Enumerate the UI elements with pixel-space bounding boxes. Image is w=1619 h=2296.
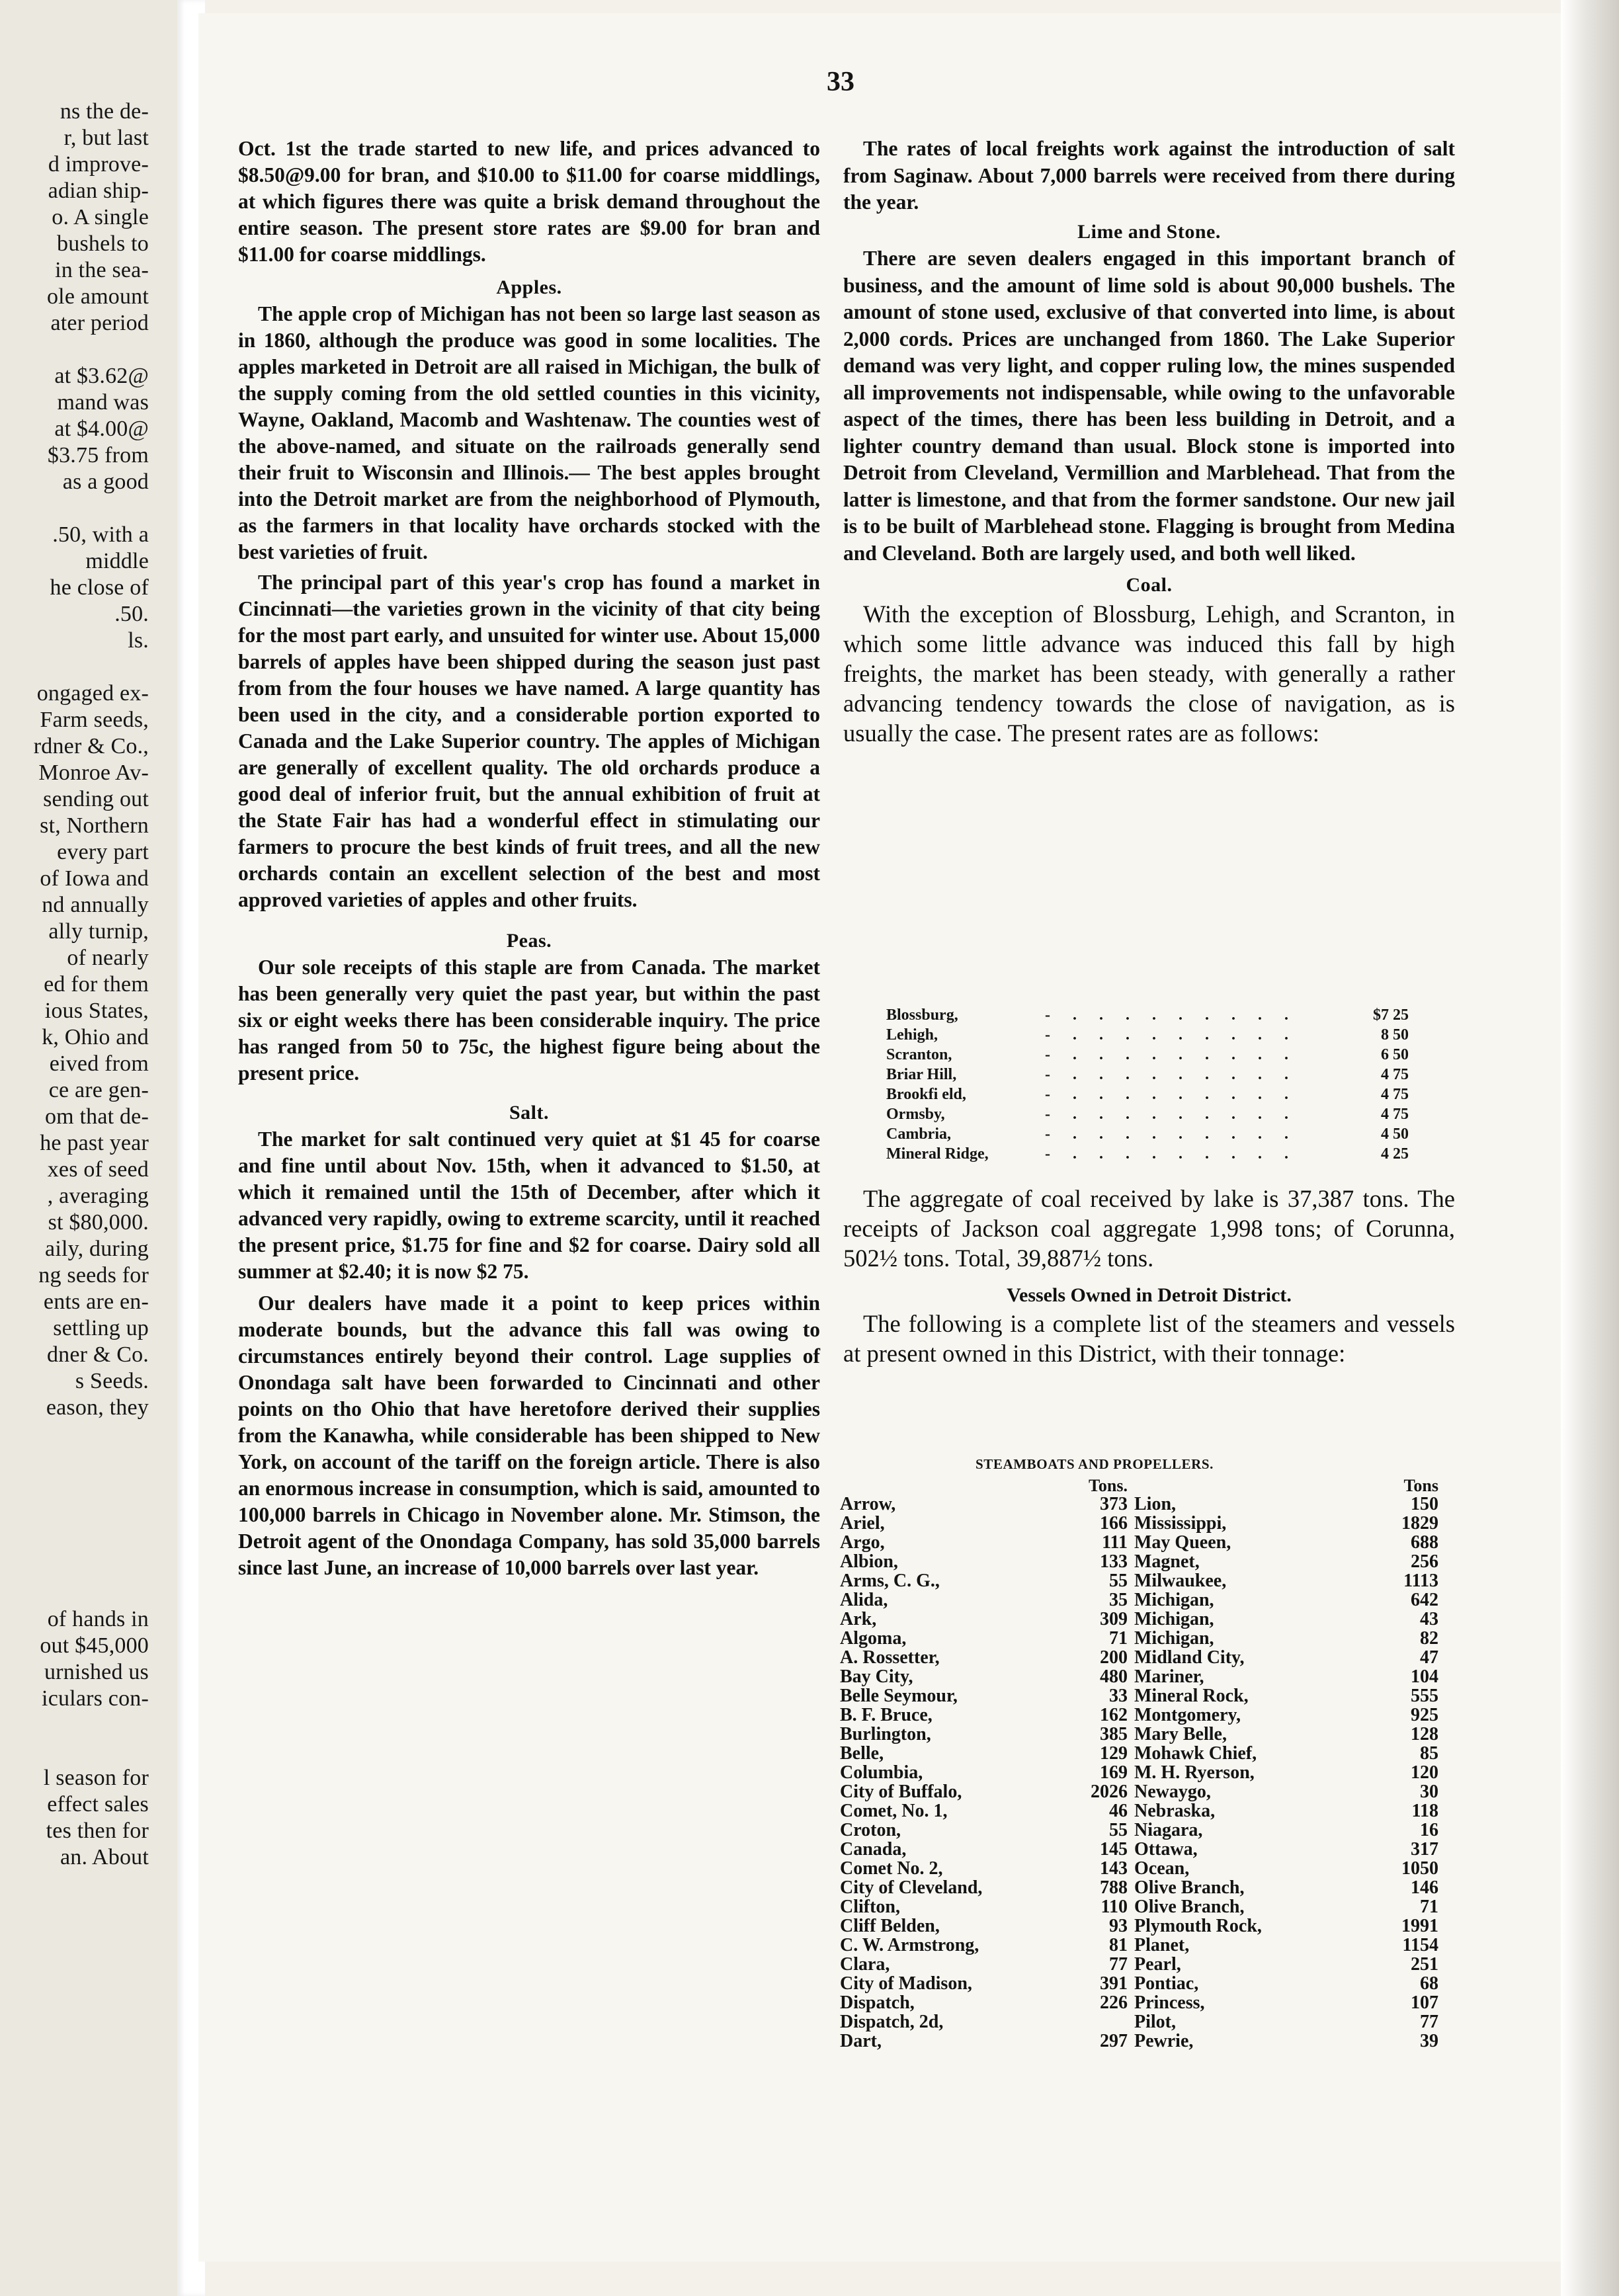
vessel-row (1134, 1763, 1438, 1782)
vessel-row (1134, 1916, 1438, 1936)
vessel-tonnage: 1991 (1401, 1916, 1438, 1936)
coal-price: 6 50 (1381, 1046, 1409, 1063)
vessels-paragraph: The following is a complete list of the steamers and vessels at present owned in this District, with their tonnage: (843, 1310, 1455, 1367)
previous-page-line: an. About (60, 1845, 149, 1869)
vessel-name: Argo, (840, 1532, 885, 1553)
previous-page-line: in the sea- (55, 258, 149, 282)
previous-page-line: out $45,000 (40, 1633, 149, 1658)
vessel-row (840, 1916, 1128, 1936)
previous-page-line: $3.75 from (47, 443, 149, 468)
previous-page-line: he past year (40, 1131, 149, 1155)
vessel-name: Dispatch, 2d, (840, 2012, 944, 2032)
vessel-row (840, 2012, 1128, 2031)
vessel-row (840, 1993, 1128, 2012)
previous-page-line: mand was (57, 390, 149, 415)
vessel-row (1134, 1725, 1438, 1744)
apples-paragraph-1: The apple crop of Michigan has not been so large last season as in 1860, although the produce was good in some localities. The apples marketed in Detroit are all raised in Michigan, the bulk of the supply coming from the old settled counties in this vicinity, Wayne, Oakland, Macomb and Washtenaw. The counties west of the above-named, and situate on the railroads generally send their fruit to Wisconsin and Illinois.— The best apples brought into the Detroit market are from the neighborhood of Plymouth, as the farmers in that locality have orchards stocked with the best varieties of fruit. (238, 302, 820, 563)
vessel-name: Algoma, (840, 1628, 907, 1649)
vessel-row (1134, 1821, 1438, 1840)
vessel-row (840, 1974, 1128, 1993)
previous-page-line: om that de- (44, 1104, 149, 1129)
vessel-row (840, 1610, 1128, 1629)
vessel-row (1134, 1974, 1438, 1993)
vessel-tonnage: 146 (1411, 1877, 1438, 1898)
vessel-tonnage: 688 (1411, 1532, 1438, 1553)
vessel-tonnage: 162 (1100, 1705, 1128, 1725)
vessel-row (1134, 1686, 1438, 1705)
leader-dots: - . . . . . . . . . (1045, 1066, 1298, 1083)
vessel-row (840, 1801, 1128, 1821)
vessel-tonnage: 46 (1109, 1801, 1128, 1821)
lime-stone-heading: Lime and Stone. (1077, 220, 1221, 243)
previous-page-line: effect sales (47, 1792, 149, 1817)
vessel-tonnage: 925 (1411, 1705, 1438, 1725)
vessel-tonnage: 118 (1411, 1801, 1438, 1821)
vessel-name: Alida, (840, 1590, 888, 1610)
vessel-name: City of Cleveland, (840, 1877, 983, 1898)
vessel-row (840, 1590, 1128, 1610)
vessel-name: City of Madison, (840, 1973, 972, 1994)
coal-heading: Coal. (1126, 574, 1173, 596)
previous-page-line: l season for (43, 1766, 149, 1790)
vessel-tonnage: 68 (1420, 1973, 1438, 1994)
salt-paragraph-1: The market for salt continued very quiet at $1 45 for coarse and fine until about Nov. 15th, when it advanced to $1.50, at which it remained until the 15th of December, after which it advanced very rapidly, owing to extreme scarcity, until it reached the present price, $1.75 for fine and $2 for coarse. Dairy sold all summer at $2.40; it is now $2 75. (238, 1128, 820, 1283)
vessel-row (840, 1955, 1128, 1974)
vessel-name: Mary Belle, (1134, 1724, 1227, 1744)
previous-page-line: st $80,000. (48, 1210, 149, 1235)
vessel-row (1134, 2031, 1438, 2051)
vessel-name: Ark, (840, 1609, 877, 1629)
coal-price: 4 50 (1381, 1126, 1409, 1143)
vessel-tonnage: 35 (1109, 1590, 1128, 1610)
previous-page-line: eason, they (46, 1395, 149, 1420)
previous-page-margin (0, 0, 179, 2296)
vessel-tonnage: 55 (1109, 1571, 1128, 1591)
previous-page-line: r, but last (63, 126, 149, 150)
coal-rate-row (886, 1104, 1409, 1124)
previous-page-line: nd annually (42, 893, 149, 917)
vessel-name: A. Rossetter, (840, 1647, 940, 1668)
previous-page-line: adian ship- (48, 179, 149, 203)
leader-dots: - . . . . . . . . . (1045, 1106, 1298, 1123)
vessel-tonnage: 555 (1411, 1686, 1438, 1706)
vessel-name: Ottawa, (1134, 1839, 1198, 1860)
leader-dots: - . . . . . . . . . (1045, 1026, 1298, 1044)
vessel-name: Dispatch, (840, 1992, 915, 2013)
vessel-row (840, 1782, 1128, 1801)
vessel-tonnage: 2026 (1091, 1782, 1128, 1802)
coal-price: 8 50 (1381, 1026, 1409, 1044)
vessel-row (840, 1821, 1128, 1840)
vessel-name: Magnet, (1134, 1551, 1200, 1572)
vessel-name: Ocean, (1134, 1858, 1190, 1879)
vessel-tonnage: 1113 (1403, 1571, 1438, 1591)
apples-paragraph-2: The principal part of this year's crop has found a market in Cincinnati—the varieties grown in the vicinity of that city being for the most part early, and unsuited for winter use. About 15,000 barrels of apples have been shipped during the season just past from from the four houses we have named. A large quantity has been used in the city, and a considerable portion exported to Canada and the Lake Superior country. The apples of Michigan are generally of excellent quality. The old orchards produce a good deal of inferior fruit, but the annual exhibition of fruit at the State Fair has had a wonderful effect in stimulating our farmers to procure the best kinds of fruit trees, and all the new orchards contain an excellent selection of the best and most approved varieties of apples and other fruits. (238, 571, 820, 911)
coal-rates-table (886, 1005, 1409, 1164)
coal-type: Lehigh, (886, 1026, 938, 1044)
salt-paragraph-2: Our dealers have made it a point to keep prices within moderate bounds, but the advance this fall was owing to circumstances entirely beyond their control. Lage supplies of Onondaga salt have been forwarded to Cincinnati and other points on tho Ohio that have heretofore derived their supplies from the Kanawha, while considerable has been shipped to New York, on account of the tariff on the foreign article. There is also an enormous increase in consumption, which is said, amounted to 100,000 barrels in Chicago in November alone. Mr. Stimson, the Detroit agent of the Onondaga Company, has sold 35,000 barrels since last June, an increase of 10,000 barrels over last year. (238, 1292, 820, 1579)
coal-rate-row (886, 1085, 1409, 1104)
vessel-tonnage: 226 (1100, 1992, 1128, 2013)
previous-page-line: ents are en- (43, 1290, 149, 1314)
vessel-row (840, 1725, 1128, 1744)
vessel-tonnage: 128 (1411, 1724, 1438, 1744)
coal-type: Brookfi eld, (886, 1086, 966, 1103)
vessel-name: Dart, (840, 2031, 882, 2051)
previous-page-line: ongaged ex- (36, 681, 149, 706)
vessel-row (840, 1667, 1128, 1686)
vessels-list-left (840, 1476, 1128, 2051)
vessel-row (1134, 1667, 1438, 1686)
vessel-tonnage: 143 (1100, 1858, 1128, 1879)
vessel-name: Arrow, (840, 1494, 896, 1514)
vessel-row (1134, 1878, 1438, 1897)
right-column-lower (843, 1184, 1455, 1368)
page-right-edge (1561, 0, 1619, 2296)
vessel-name: Olive Branch, (1134, 1897, 1245, 1917)
vessel-name: Cliff Belden, (840, 1916, 940, 1936)
previous-page-line: ls. (128, 628, 149, 653)
vessel-row (840, 1629, 1128, 1648)
vessel-row (840, 1495, 1128, 1514)
coal-price: 4 75 (1381, 1106, 1409, 1123)
vessel-name: Clifton, (840, 1897, 900, 1917)
vessel-row (1134, 1590, 1438, 1610)
previous-page-line: s Seeds. (75, 1369, 149, 1393)
vessel-name: Olive Branch, (1134, 1877, 1245, 1898)
apples-heading: Apples. (496, 276, 562, 298)
coal-rate-row (886, 1144, 1409, 1164)
coal-paragraph-2: The aggregate of coal received by lake is 37,387 tons. The receipts of Jackson coal aggregate 1,998 tons; of Corunna, 502½ tons. Total, 39,887½ tons. (843, 1185, 1455, 1272)
coal-rate-row (886, 1124, 1409, 1144)
vessel-name: Michigan, (1134, 1628, 1214, 1649)
previous-page-line: .50, with a (52, 522, 149, 547)
previous-page-line: settling up (53, 1316, 149, 1340)
vessel-name: Canada, (840, 1839, 907, 1860)
coal-price: 4 25 (1381, 1145, 1409, 1163)
previous-page-line: k, Ohio and (42, 1025, 149, 1049)
vessel-tonnage: 55 (1109, 1820, 1128, 1840)
previous-page-line: xes of seed (47, 1157, 149, 1182)
vessel-name: Belle Seymour, (840, 1686, 958, 1706)
vessel-name: Nebraska, (1134, 1801, 1216, 1821)
vessel-row (840, 1514, 1128, 1533)
vessel-row (1134, 1610, 1438, 1629)
vessel-tonnage: 1050 (1401, 1858, 1438, 1879)
tons-column-label: Tons (1403, 1476, 1438, 1495)
vessel-row (840, 1763, 1128, 1782)
coal-type: Mineral Ridge, (886, 1145, 989, 1163)
vessel-name: City of Buffalo, (840, 1782, 962, 1802)
vessel-name: Mineral Rock, (1134, 1686, 1249, 1706)
vessel-name: Comet, No. 1, (840, 1801, 948, 1821)
previous-page-line: Monroe Av- (38, 760, 149, 785)
vessel-tonnage: 385 (1100, 1724, 1128, 1744)
vessel-tonnage: 39 (1420, 2031, 1438, 2051)
previous-page-line: ng seeds for (38, 1263, 149, 1288)
vessel-tonnage: 30 (1420, 1782, 1438, 1802)
vessel-row (840, 1533, 1128, 1552)
vessel-tonnage: 82 (1420, 1628, 1438, 1649)
leader-dots: - . . . . . . . . . (1045, 1086, 1298, 1103)
vessel-tonnage: 1829 (1401, 1513, 1438, 1534)
previous-page-line: st, Northern (40, 813, 149, 838)
vessel-tonnage: 166 (1100, 1513, 1128, 1534)
vessel-name: Montgomery, (1134, 1705, 1241, 1725)
previous-page-line: bushels to (57, 231, 149, 256)
steamboats-list-heading: STEAMBOATS AND PROPELLERS. (976, 1456, 1214, 1472)
leader-dots: - . . . . . . . . . (1045, 1145, 1298, 1163)
vessel-name: Columbia, (840, 1762, 923, 1783)
coal-price: 4 75 (1381, 1066, 1409, 1083)
coal-rate-row (886, 1065, 1409, 1085)
vessel-tonnage: 104 (1411, 1666, 1438, 1687)
vessel-tonnage: 391 (1100, 1973, 1128, 1994)
saginaw-paragraph: The rates of local freights work against the introduction of salt from Saginaw. About 7,000 barrels were received from there during the year. (843, 137, 1455, 214)
vessel-row (840, 1897, 1128, 1916)
vessel-row (1134, 1993, 1438, 2012)
vessel-name: C. W. Armstrong, (840, 1935, 979, 1955)
leader-dots: - . . . . . . . . . (1045, 1046, 1298, 1063)
salt-heading: Salt. (509, 1102, 549, 1124)
vessel-tonnage: 16 (1420, 1820, 1438, 1840)
previous-page-line: of nearly (67, 946, 149, 970)
vessel-tonnage: 71 (1109, 1628, 1128, 1649)
leader-dots: - . . . . . . . . . (1045, 1006, 1298, 1024)
vessel-row (1134, 1705, 1438, 1725)
vessel-row (1134, 1495, 1438, 1514)
vessel-row (1134, 1897, 1438, 1916)
vessel-row (1134, 1514, 1438, 1533)
vessel-tonnage: 71 (1420, 1897, 1438, 1917)
vessel-row (1134, 1533, 1438, 1552)
previous-page-line: ns the de- (60, 99, 149, 124)
vessel-row (840, 1571, 1128, 1590)
coal-type: Cambria, (886, 1126, 951, 1143)
vessel-tonnage: 110 (1100, 1897, 1128, 1917)
vessel-tonnage: 47 (1420, 1647, 1438, 1668)
vessel-tonnage: 642 (1411, 1590, 1438, 1610)
vessel-name: Albion, (840, 1551, 898, 1572)
vessel-tonnage: 145 (1100, 1839, 1128, 1860)
vessel-name: Michigan, (1134, 1590, 1214, 1610)
vessel-name: Milwaukee, (1134, 1571, 1227, 1591)
vessel-tonnage: 1154 (1402, 1935, 1438, 1955)
coal-type: Blossburg, (886, 1006, 958, 1024)
vessel-row (840, 1840, 1128, 1859)
vessel-row (1134, 1552, 1438, 1571)
peas-heading: Peas. (506, 930, 552, 952)
vessel-row (840, 1648, 1128, 1667)
previous-page-line: o. A single (52, 205, 149, 229)
previous-page-line: tes then for (46, 1819, 149, 1843)
right-column (843, 136, 1455, 748)
vessel-name: Newaygo, (1134, 1782, 1211, 1802)
coal-rate-row (886, 1005, 1409, 1025)
vessel-row (840, 1859, 1128, 1878)
vessel-name: Lion, (1134, 1494, 1177, 1514)
vessel-tonnage: 309 (1100, 1609, 1128, 1629)
vessel-row (1134, 1859, 1438, 1878)
previous-page-line: at $3.62@ (54, 364, 149, 388)
vessel-name: B. F. Bruce, (840, 1705, 933, 1725)
coal-rate-row (886, 1045, 1409, 1065)
vessel-tonnage: 33 (1109, 1686, 1128, 1706)
coal-type: Briar Hill, (886, 1066, 957, 1083)
vessel-tonnage: 129 (1100, 1743, 1128, 1764)
previous-page-line: of hands in (47, 1607, 149, 1631)
previous-page-line: ater period (50, 311, 149, 335)
vessel-row (840, 1744, 1128, 1763)
leader-dots: - . . . . . . . . . (1045, 1126, 1298, 1143)
previous-page-line: urnished us (44, 1660, 149, 1684)
vessel-name: Pontiac, (1134, 1973, 1199, 1994)
vessel-tonnage: 120 (1411, 1762, 1438, 1783)
vessel-name: Comet No. 2, (840, 1858, 943, 1879)
vessel-row (840, 1686, 1128, 1705)
vessel-name: Belle, (840, 1743, 884, 1764)
previous-page-line: at $4.00@ (54, 417, 149, 441)
vessel-row (840, 1705, 1128, 1725)
previous-page-line: iculars con- (42, 1686, 149, 1711)
vessel-tonnage: 200 (1100, 1647, 1128, 1668)
vessel-tonnage: 150 (1411, 1494, 1438, 1514)
vessel-name: Clara, (840, 1954, 890, 1975)
previous-page-line: he close of (50, 575, 149, 600)
vessel-row (840, 1878, 1128, 1897)
vessel-tonnage: 43 (1420, 1609, 1438, 1629)
vessel-tonnage: 373 (1100, 1494, 1128, 1514)
vessel-name: Pearl, (1134, 1954, 1181, 1975)
vessel-name: Pilot, (1134, 2012, 1176, 2032)
vessel-name: Ariel, (840, 1513, 885, 1534)
vessel-tonnage: 256 (1411, 1551, 1438, 1572)
vessel-tonnage: 107 (1411, 1992, 1438, 2013)
vessel-name: May Queen, (1134, 1532, 1231, 1553)
left-column (238, 136, 820, 1581)
coal-paragraph-1: With the exception of Blossburg, Lehigh, and Scranton, in which some little advance was induced this fall by high freights, the market has been steady, with generally a rather advancing tendency towards the close of navigation, as is usually the case. The present rates are as follows: (843, 600, 1455, 747)
vessel-row (1134, 1782, 1438, 1801)
previous-page-line: ce are gen- (48, 1078, 149, 1102)
vessel-name: Plymouth Rock, (1134, 1916, 1262, 1936)
vessel-row (840, 1936, 1128, 1955)
previous-page-line: dner & Co. (46, 1342, 149, 1367)
previous-page-line: ally turnip, (48, 919, 149, 944)
vessel-row (1134, 1955, 1438, 1974)
vessel-row (840, 1552, 1128, 1571)
tons-column-label: Tons. (1088, 1476, 1128, 1495)
vessel-tonnage: 111 (1102, 1532, 1128, 1553)
vessel-name: Arms, C. G., (840, 1571, 940, 1591)
vessel-tonnage: 317 (1411, 1839, 1438, 1860)
vessel-tonnage: 93 (1109, 1916, 1128, 1936)
vessel-tonnage: 81 (1109, 1935, 1128, 1955)
vessel-name: Planet, (1134, 1935, 1190, 1955)
vessel-tonnage: 297 (1100, 2031, 1128, 2051)
vessel-name: Mississippi, (1134, 1513, 1227, 1534)
vessel-tonnage: 85 (1420, 1743, 1438, 1764)
vessel-tonnage: 251 (1411, 1954, 1438, 1975)
vessel-name: Niagara, (1134, 1820, 1203, 1840)
previous-page-line: every part (57, 840, 149, 864)
vessel-name: Pewrie, (1134, 2031, 1194, 2051)
coal-type: Ormsby, (886, 1106, 945, 1123)
previous-page-line: of Iowa and (40, 866, 149, 891)
vessel-row (840, 2031, 1128, 2051)
previous-page-line: ole amount (46, 284, 149, 309)
previous-page-line: eived from (49, 1051, 149, 1076)
vessel-name: Mohawk Chief, (1134, 1743, 1257, 1764)
vessel-name: Midland City, (1134, 1647, 1245, 1668)
peas-paragraph: Our sole receipts of this staple are from Canada. The market has been generally very quiet the past year, but within the past six or eight weeks there has been considerable inquiry. The price has ranged from 50 to 75c, the highest figure being about the present price. (238, 956, 820, 1085)
vessel-tonnage: 77 (1420, 2012, 1438, 2032)
vessel-tonnage: 169 (1100, 1762, 1128, 1783)
previous-page-line: ious States, (44, 999, 149, 1023)
vessel-row (1134, 1840, 1438, 1859)
vessel-row (1134, 1744, 1438, 1763)
vessel-row (1134, 1801, 1438, 1821)
vessel-row (1134, 1936, 1438, 1955)
previous-page-line: Farm seeds, (40, 708, 149, 732)
vessel-name: Bay City, (840, 1666, 913, 1687)
vessels-list-right (1134, 1476, 1438, 2051)
vessel-name: Burlington, (840, 1724, 931, 1744)
vessel-name: M. H. Ryerson, (1134, 1762, 1255, 1783)
previous-page-line: .50. (114, 602, 149, 626)
lime-stone-paragraph: There are seven dealers engaged in this important branch of business, and the amount of lime sold is about 90,000 bushels. The amount of stone used, exclusive of that converted into lime, is about 2,000 cords. Prices are unchanged from 1860. The Lake Superior demand was very light, and copper ruling low, the mines suspended all improvements not indispensable, while owing to the unfavorable aspect of the times, there has been less building in Detroit, and a lighter country demand than usual. Block stone is imported into Detroit from Cleveland, Vermillion and Marblehead. That from the latter is limestone, and that from the former sandstone. Our new jail is to be built of Marblehead stone. Flagging is brought from Medina and Cleveland. Both are largely used, and both well liked. (843, 247, 1455, 565)
vessel-row (1134, 1571, 1438, 1590)
vessel-tonnage: 77 (1109, 1954, 1128, 1975)
previous-page-line: as a good (62, 470, 149, 494)
previous-page-line: aily, during (45, 1237, 149, 1261)
vessel-row (1134, 1629, 1438, 1648)
bran-paragraph: Oct. 1st the trade started to new life, and prices advanced to $8.50@9.00 for bran, and $10.00 to $11.00 for coarse middlings, at which figures there was quite a brisk demand throughout the entire season. The present store rates are $9.00 for bran and $11.00 for coarse middlings. (238, 137, 820, 266)
vessel-row (1134, 1648, 1438, 1667)
vessel-name: Mariner, (1134, 1666, 1204, 1687)
vessel-name: Princess, (1134, 1992, 1205, 2013)
previous-page-line: sending out (43, 787, 149, 811)
previous-page-line: middle (85, 549, 149, 573)
previous-page-line: ed for them (44, 972, 149, 997)
coal-price: $7 25 (1373, 1006, 1409, 1024)
page-number: 33 (827, 67, 854, 97)
previous-page-line: rdner & Co., (33, 734, 149, 758)
vessel-row (1134, 2012, 1438, 2031)
coal-price: 4 75 (1381, 1086, 1409, 1103)
vessel-tonnage: 788 (1100, 1877, 1128, 1898)
coal-rate-row (886, 1025, 1409, 1045)
vessel-name: Michigan, (1134, 1609, 1214, 1629)
coal-type: Scranton, (886, 1046, 952, 1063)
vessel-tonnage: 133 (1100, 1551, 1128, 1572)
vessel-tonnage: 480 (1100, 1666, 1128, 1687)
previous-page-line: d improve- (48, 152, 149, 177)
previous-page-line: , averaging (47, 1184, 149, 1208)
vessel-name: Croton, (840, 1820, 901, 1840)
vessels-heading: Vessels Owned in Detroit District. (1007, 1284, 1292, 1306)
